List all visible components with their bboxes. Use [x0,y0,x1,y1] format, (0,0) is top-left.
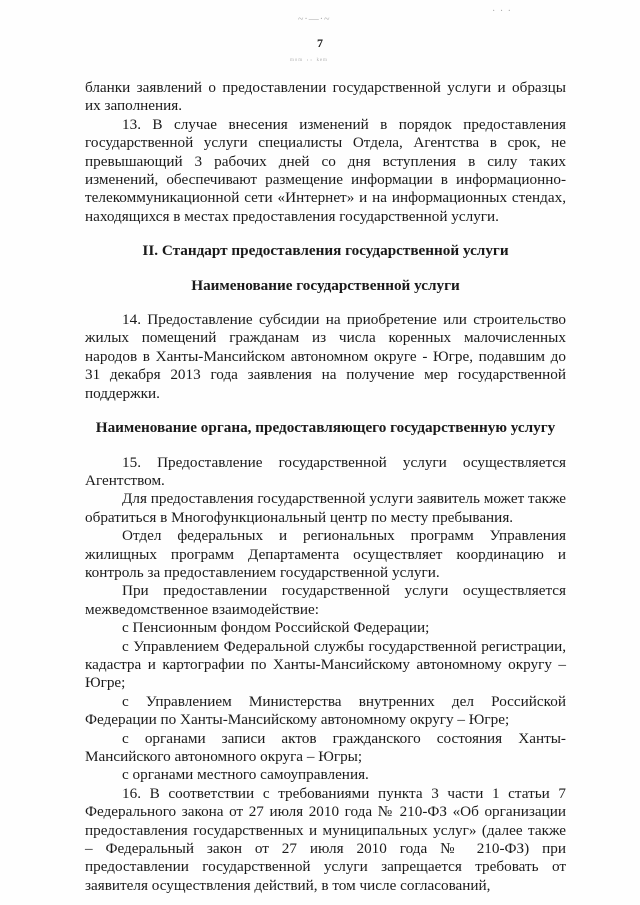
paragraph-forms: бланки заявлений о предоставлении государственной услуги и образцы их заполнения. [85,79,566,115]
paragraph-13: 13. В случае внесения изменений в порядок предоставления государственной услуги специалисты Отдела, Агентства в срок, не превышающий 3 рабочих дней со дня вступления в силу таких изменений, обеспечивают размещение информации в информационно-телекоммуникационной сети «Интернет» и на информационных стендах, находящихся в местах предоставления государственной услуги. [85,115,566,225]
list-item: с Управлением Министерства внутренних дел Российской Федерации по Ханты-Мансийскому автономному округу – Югре; [85,692,566,729]
paragraph-15-interaction: При предоставлении государственной услуги осуществляется межведомственное взаимодействие: [85,582,566,618]
paragraph-16: 16. В соответствии с требованиями пункта 3 части 1 статьи 7 Федерального закона от 27 июля 2010 года № 210-ФЗ «Об организации предоставления государственных и муниципальных услуг» (далее также – Федеральный закон от 27 июля 2010 года № 210-ФЗ) при предоставлении государственной услуги запрещается требовать от заявителя осуществления действий, в том числе согласований, [85,784,566,894]
list-item: с органами записи актов гражданского состояния Ханты-Мансийского автономного округа – Югры; [85,729,566,765]
paragraph-15-coordination: Отдел федеральных и региональных программ Управления жилищных программ Департамента осуществляет координацию и контроль за предоставлением государственной услуги. [85,527,566,581]
page-number: 7 [317,36,323,50]
list-item: с Пенсионным фондом Российской Федерации; [122,619,430,637]
scan-artifact-under-number: ᵐᵒᵐ ·· ᵏᵉᵐ [290,56,328,65]
section-title: II. Стандарт предоставления государственной услуги [142,242,509,260]
subtitle-service-name: Наименование государственной услуги [191,276,460,294]
document-body [85,79,566,895]
subtitle-authority: Наименование органа, предоставляющего государственную услугу [95,419,556,437]
paragraph-15: 15. Предоставление государственной услуги осуществляется Агентством. [85,453,566,489]
list-item: с Управлением Федеральной службы государственной регистрации, кадастра и картографии по Ханты-Мансийскому автономному округу – Югре; [85,637,566,692]
list-item: с органами местного самоуправления. [122,766,369,784]
paragraph-14: 14. Предоставление субсидии на приобретение или строительство жилых помещений гражданам из числа коренных малочисленных народов в Ханты-Мансийском автономном округе - Югре, подавшим до 31 декабря 2013 года заявления на получение мер государственной поддержки. [85,311,566,402]
scan-artifact-top: ~·—·~ [298,14,331,25]
scan-artifact-right: · · · [492,6,512,17]
paragraph-15-mfc: Для предоставления государственной услуги заявитель может также обратиться в Многофункциональный центр по месту пребывания. [85,490,566,526]
